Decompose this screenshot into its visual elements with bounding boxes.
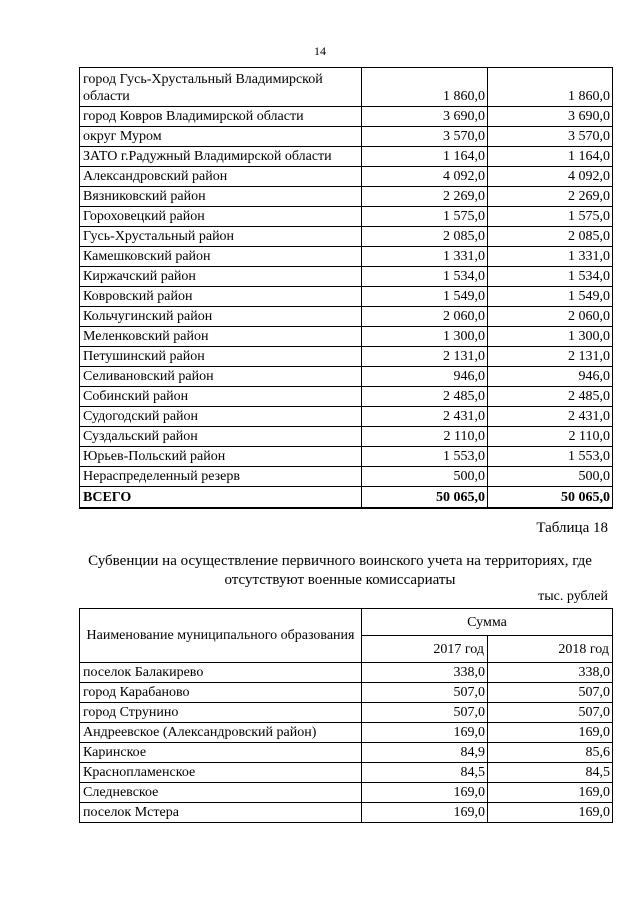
table-row	[80, 287, 613, 307]
row-value-2-cell: 1 549,0	[488, 287, 613, 307]
row-name-cell: Гороховецкий район	[80, 207, 362, 227]
row-value-2-cell: 1 534,0	[488, 267, 613, 287]
row-value-2-cell: 169,0	[488, 783, 613, 803]
row-name-cell: Краснопламенское	[80, 763, 362, 783]
table-row	[80, 723, 613, 743]
table-row	[80, 447, 613, 467]
row-value-2-cell: 169,0	[488, 723, 613, 743]
table-row	[80, 247, 613, 267]
row-value-1-cell: 1 300,0	[362, 327, 488, 347]
row-name-cell: Александровский район	[80, 167, 362, 187]
table-row	[80, 703, 613, 723]
table-row	[80, 327, 613, 347]
table-row	[80, 427, 613, 447]
header-sum-column: Сумма	[362, 609, 613, 636]
table-row	[80, 227, 613, 247]
row-value-2-cell: 2 485,0	[488, 387, 613, 407]
table-row	[80, 683, 613, 703]
row-name-cell: Гусь-Хрустальный район	[80, 227, 362, 247]
row-value-2-cell: 84,5	[488, 763, 613, 783]
row-value-1-cell: 2 269,0	[362, 187, 488, 207]
row-value-1-cell: 1 549,0	[362, 287, 488, 307]
row-name-cell: Ковровский район	[80, 287, 362, 307]
row-value-2-cell: 169,0	[488, 803, 613, 823]
row-name-cell: поселок Мстера	[80, 803, 362, 823]
row-name-cell: город Ковров Владимирской области	[80, 107, 362, 127]
row-name-cell: ЗАТО г.Радужный Владимирской области	[80, 147, 362, 167]
table-row	[80, 367, 613, 387]
table-row	[80, 267, 613, 287]
header-name-column: Наименование муниципального образования	[80, 609, 362, 663]
row-value-1-cell: 84,9	[362, 743, 488, 763]
subsidy-table	[79, 67, 613, 509]
table-row	[80, 467, 613, 487]
header-year-2018: 2018 год	[488, 636, 613, 663]
row-value-2-cell: 2 269,0	[488, 187, 613, 207]
row-value-1-cell: 2 431,0	[362, 407, 488, 427]
row-name-cell: Судогодский район	[80, 407, 362, 427]
row-value-1-cell: 2 485,0	[362, 387, 488, 407]
row-value-1-cell: 1 331,0	[362, 247, 488, 267]
table-row	[80, 803, 613, 823]
row-value-2-cell: 946,0	[488, 367, 613, 387]
row-value-1-cell: 2 085,0	[362, 227, 488, 247]
table-row	[80, 387, 613, 407]
total-value-1-cell: 50 065,0	[362, 487, 488, 509]
row-value-1-cell: 169,0	[362, 723, 488, 743]
table-row	[80, 783, 613, 803]
row-value-1-cell: 4 092,0	[362, 167, 488, 187]
table-row	[80, 763, 613, 783]
row-value-1-cell: 1 553,0	[362, 447, 488, 467]
row-name-cell: Камешковский район	[80, 247, 362, 267]
row-value-2-cell: 2 085,0	[488, 227, 613, 247]
row-value-2-cell: 2 131,0	[488, 347, 613, 367]
row-value-1-cell: 169,0	[362, 803, 488, 823]
row-name-cell: Андреевское (Александровский район)	[80, 723, 362, 743]
row-name-cell: поселок Балакирево	[80, 663, 362, 683]
row-value-1-cell: 1 575,0	[362, 207, 488, 227]
row-value-2-cell: 1 331,0	[488, 247, 613, 267]
row-value-1-cell: 3 690,0	[362, 107, 488, 127]
row-name-cell: Селивановский район	[80, 367, 362, 387]
row-name-cell: Каринское	[80, 743, 362, 763]
row-value-1-cell: 946,0	[362, 367, 488, 387]
row-name-cell: Петушинский район	[80, 347, 362, 367]
row-name-cell: Меленковский район	[80, 327, 362, 347]
row-name-cell: округ Муром	[80, 127, 362, 147]
row-value-2-cell: 85,6	[488, 743, 613, 763]
row-value-1-cell: 2 131,0	[362, 347, 488, 367]
row-name-cell: Следневское	[80, 783, 362, 803]
row-value-2-cell: 3 570,0	[488, 127, 613, 147]
table-row	[80, 307, 613, 327]
military-registration-table-body	[80, 663, 613, 823]
row-name-cell: Кольчугинский район	[80, 307, 362, 327]
row-value-2-cell: 1 553,0	[488, 447, 613, 467]
table-row	[80, 107, 613, 127]
row-value-1-cell: 507,0	[362, 683, 488, 703]
total-label-cell: ВСЕГО	[80, 487, 362, 509]
table-row	[80, 68, 613, 107]
row-name-cell: Суздальский район	[80, 427, 362, 447]
row-value-1-cell: 3 570,0	[362, 127, 488, 147]
row-value-1-cell: 500,0	[362, 467, 488, 487]
row-name-cell: Юрьев-Польский район	[80, 447, 362, 467]
row-value-2-cell: 1 575,0	[488, 207, 613, 227]
row-value-2-cell: 1 860,0	[488, 68, 613, 107]
row-value-1-cell: 2 110,0	[362, 427, 488, 447]
row-value-2-cell: 1 164,0	[488, 147, 613, 167]
row-name-cell: город Струнино	[80, 703, 362, 723]
row-value-1-cell: 1 534,0	[362, 267, 488, 287]
table-row	[80, 347, 613, 367]
table-row	[80, 663, 613, 683]
row-value-2-cell: 507,0	[488, 703, 613, 723]
row-name-cell: город Гусь-Хрустальный Владимирской области	[80, 68, 362, 107]
table-row	[80, 407, 613, 427]
header-year-2017: 2017 год	[362, 636, 488, 663]
total-value-2-cell: 50 065,0	[488, 487, 613, 509]
row-value-2-cell: 507,0	[488, 683, 613, 703]
row-value-2-cell: 500,0	[488, 467, 613, 487]
row-name-cell: Вязниковский район	[80, 187, 362, 207]
row-value-2-cell: 338,0	[488, 663, 613, 683]
row-name-cell: Собинский район	[80, 387, 362, 407]
row-value-1-cell: 1 164,0	[362, 147, 488, 167]
row-name-cell: Нераспределенный резерв	[80, 467, 362, 487]
table-caption: Таблица 18	[536, 520, 608, 536]
row-value-2-cell: 4 092,0	[488, 167, 613, 187]
row-value-1-cell: 84,5	[362, 763, 488, 783]
row-value-2-cell: 2 431,0	[488, 407, 613, 427]
units-label: тыс. рублей	[538, 589, 608, 604]
row-value-2-cell: 3 690,0	[488, 107, 613, 127]
table-row	[80, 207, 613, 227]
table-row	[80, 743, 613, 763]
table-row	[80, 127, 613, 147]
subsidy-table-body	[80, 68, 613, 509]
row-value-2-cell: 2 060,0	[488, 307, 613, 327]
row-value-1-cell: 169,0	[362, 783, 488, 803]
table-row	[80, 167, 613, 187]
table-title: Субвенции на осуществление первичного воинского учета на территориях, где отсутствуют военные комиссариаты	[88, 553, 592, 588]
total-row	[80, 487, 613, 509]
table-row	[80, 147, 613, 167]
row-value-1-cell: 2 060,0	[362, 307, 488, 327]
row-name-cell: город Карабаново	[80, 683, 362, 703]
table-row	[80, 187, 613, 207]
page-number: 14	[314, 44, 326, 58]
row-value-2-cell: 1 300,0	[488, 327, 613, 347]
row-value-1-cell: 507,0	[362, 703, 488, 723]
military-registration-table	[79, 608, 613, 823]
row-value-2-cell: 2 110,0	[488, 427, 613, 447]
row-name-cell: Киржачский район	[80, 267, 362, 287]
row-value-1-cell: 1 860,0	[362, 68, 488, 107]
row-value-1-cell: 338,0	[362, 663, 488, 683]
